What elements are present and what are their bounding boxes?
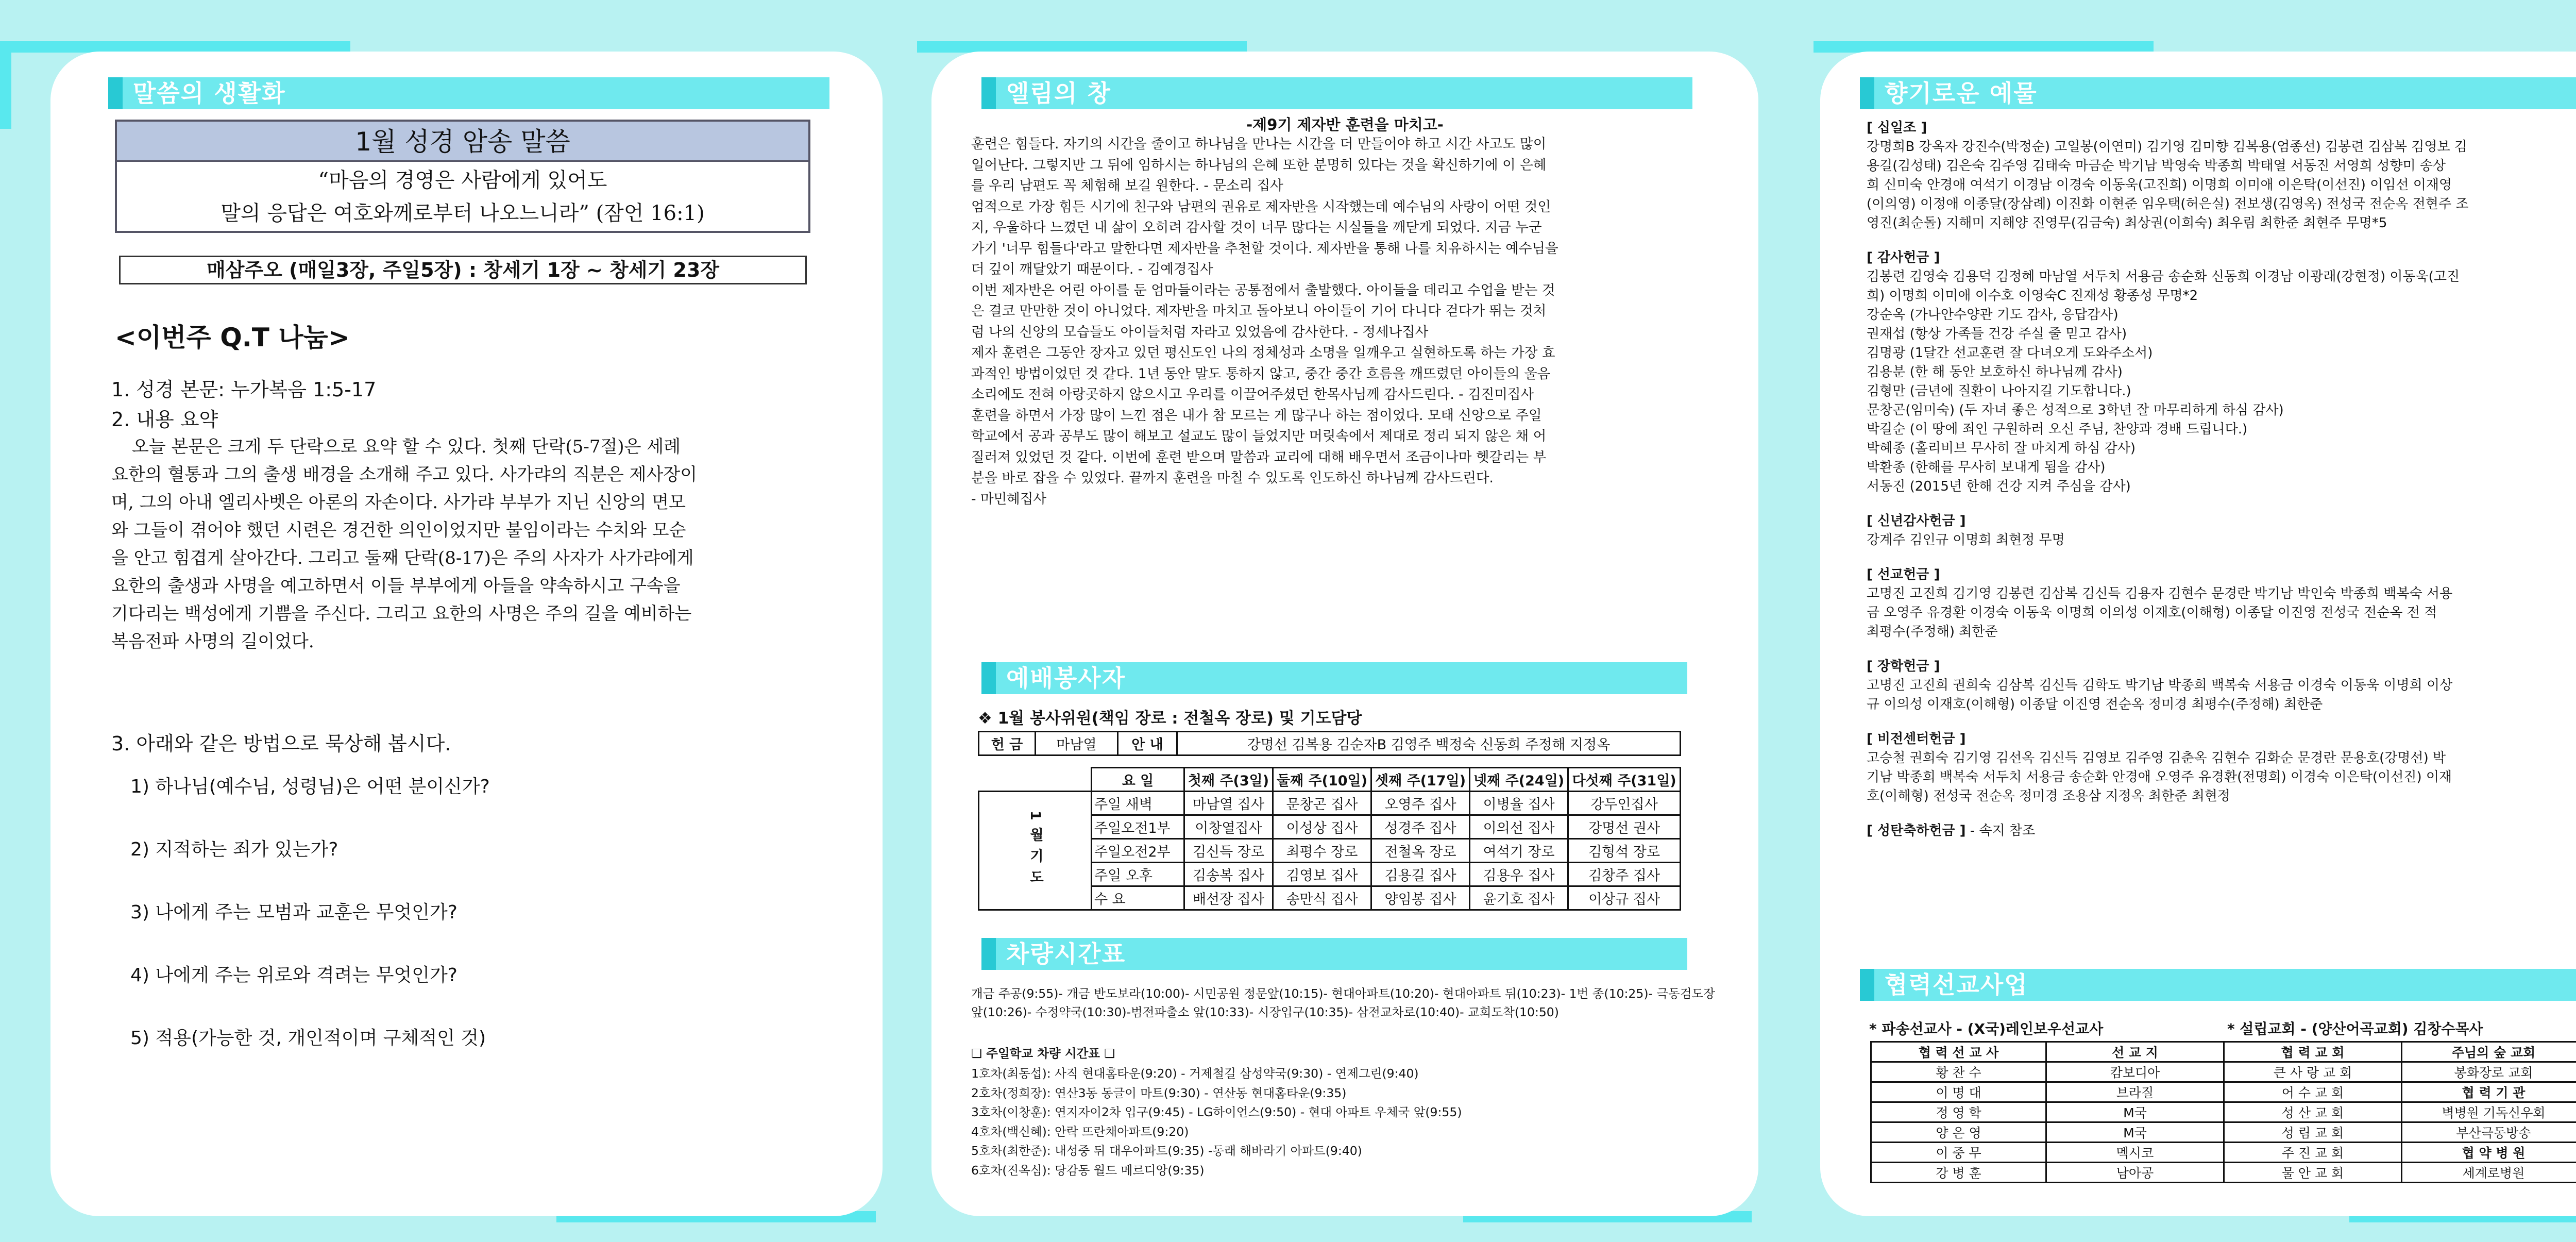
header-marker (1860, 77, 1874, 109)
cell: 이 명 대 (1871, 1082, 2046, 1102)
qt-title: <이번주 Q.T 나눔> (115, 323, 350, 353)
group-line: 고승철 권희숙 김기영 김선옥 김신득 김영보 김주영 김춘옥 김현수 김화순 문경란 문용호(강명선) 박 (1867, 750, 2446, 766)
cell: 협 약 병 원 (2402, 1143, 2576, 1163)
cell: 정 영 학 (1871, 1102, 2046, 1122)
cell: M국 (2046, 1122, 2224, 1143)
group-line: 서동진 (2015년 한해 건강 지켜 주심을 감사) (1867, 479, 2131, 494)
group-line: 김형만 (금년에 질환이 나아지길 기도합니다.) (1867, 383, 2131, 399)
essay-line: 학교에서 공과 공부도 많이 해보고 설교도 많이 들었지만 머릿속에서 제대로 정리 되지 않은 채 어 (971, 428, 1547, 444)
offering-groups (1867, 119, 2576, 841)
qt-item: 3. 아래와 같은 방법으로 묵상해 봅시다. (111, 732, 451, 755)
cell: 김창주 집사 (1568, 863, 1681, 886)
cell: 주일 오후 (1092, 863, 1184, 886)
essay-line: 과적인 방법이었던 것 같다. 1년 동안 말도 통하지 않고, 중간 중간 흐름을 깨뜨렸던 아이들의 울음 (971, 365, 1551, 382)
bus-line: 2호차(정희장): 연산3동 동글이 마트(9:30) - 연산동 현대홈타운(9:35) (971, 1085, 1347, 1100)
header-marker (1860, 969, 1874, 1001)
group-line: 김용분 (한 해 동안 보호하신 하나님께 감사) (1867, 364, 2123, 380)
cell: 세계로병원 (2402, 1163, 2576, 1183)
cell: 성경주 집사 (1371, 815, 1470, 839)
cell: 이 중 무 (1871, 1143, 2046, 1163)
cell: 셋째 주(17일) (1371, 768, 1470, 792)
cell: 협 력 교 회 (2224, 1042, 2402, 1062)
cell: 마남열 (1036, 732, 1118, 756)
group-line: 문창곤(임미숙) (두 자녀 좋은 성적으로 3학년 잘 마무리하게 하심 감사) (1867, 402, 2284, 418)
cell: 강 병 훈 (1871, 1163, 2046, 1183)
cell: 김신득 장로 (1184, 839, 1273, 863)
cell: 주일 새벽 (1092, 792, 1184, 815)
group-line: 희) 이명희 이미애 이수호 이영숙C 진재성 황종성 무명*2 (1867, 288, 2198, 304)
cell: 요 일 (1092, 768, 1184, 792)
cell: 김용우 집사 (1470, 863, 1568, 886)
cell: 첫째 주(3일) (1184, 768, 1273, 792)
cell: 윤기호 집사 (1470, 886, 1568, 910)
service-title: ❖ 1월 봉사위원(책임 장로 : 전철옥 장로) 및 기도담당 (978, 709, 1362, 728)
cell: 강명선 권사 (1568, 815, 1681, 839)
deco-bar (917, 41, 1247, 53)
question: 1) 하나님(예수님, 성령님)은 어떤 분이신가? (130, 776, 490, 797)
cell: 부산극동방송 (2402, 1122, 2576, 1143)
cell: 송만식 집사 (1273, 886, 1371, 910)
summary-line: 며, 그의 아내 엘리사벳은 아론의 자손이다. 사가랴 부부가 지닌 신앙의 면모 (111, 492, 686, 513)
cell: 다섯째 주(31일) (1568, 768, 1681, 792)
panel-word-life (50, 52, 883, 1216)
essay-line: 제자 훈련은 그동안 장자고 있던 평신도인 나의 정체성과 소명을 일깨우고 실현하도록 하는 가장 효 (971, 345, 1555, 361)
essay-line: 은 결코 만만한 것이 아니었다. 제자반을 마치고 돌아보니 아이들이 기어 다니다 걷다가 뛰는 것처 (971, 303, 1547, 319)
section-header (1860, 77, 2576, 109)
group-title: [ 선교헌금 ] (1867, 567, 1940, 582)
section-title: 말씀의 생활화 (133, 79, 286, 107)
summary-text (111, 433, 812, 656)
mission-note: * 설립교회 - (양산어곡교회) 김창수목사 (2227, 1020, 2483, 1037)
cell: 물 안 교 회 (2224, 1163, 2402, 1183)
cell: 이의선 집사 (1470, 815, 1568, 839)
essay-line: 를 우리 남편도 꼭 체험해 보길 원한다. - 문소리 집사 (971, 178, 1283, 194)
cell: 이상규 집사 (1568, 886, 1681, 910)
deco-bar (0, 41, 11, 129)
question: 4) 나에게 주는 위로와 격려는 무엇인가? (130, 965, 457, 986)
essay-line: 훈련을 하면서 가장 많이 느낀 점은 내가 참 모르는 게 많구나 하는 점이었다. 모태 신앙으로 주일 (971, 407, 1542, 424)
group-title: [ 비전센터헌금 ] (1867, 731, 1966, 747)
cell: 수 요 (1092, 886, 1184, 910)
group-line: 희 신미숙 안경애 여석기 이경남 이경숙 이동욱(고진희) 이명희 이미애 이은탁(이선진) 이임선 이재영 (1867, 177, 2452, 193)
essay-line: 분을 바로 잡을 수 있었다. 끝까지 훈련을 마칠 수 있도록 인도하신 하나님께 감사드린다. (971, 470, 1494, 486)
header-marker (108, 77, 123, 109)
group-line: (이의영) 이정애 이종달(장삼례) 이진화 이현준 임우택(허은실) 전보생(김영옥) 전성국 전순옥 전현주 조 (1867, 196, 2469, 212)
cell: 전철옥 장로 (1371, 839, 1470, 863)
cell: 이성상 집사 (1273, 815, 1371, 839)
cell: 배선장 집사 (1184, 886, 1273, 910)
group-line: 강명희B 강옥자 강진수(박정순) 고일봉(이연미) 김기영 김미향 김복용(엄종선) 김봉련 김삼복 김영보 김 (1867, 139, 2467, 155)
question: 2) 지적하는 죄가 있는가? (130, 839, 338, 860)
panel-offerings (1820, 52, 2576, 1216)
bus-line: 4호차(백신혜): 안락 뜨란채아파트(9:20) (971, 1124, 1189, 1139)
essay-line: 일어난다. 그렇지만 그 뒤에 임하시는 하나님의 은혜 또한 분명히 있다는 것을 확신하기에 이 은혜 (971, 157, 1547, 173)
cell: 협 력 기 관 (2402, 1082, 2576, 1102)
cell: 이창열집사 (1184, 815, 1273, 839)
essay-line: 엄적으로 가장 힘든 시기에 친구와 남편의 권유로 제자반을 시작했는데 예수님의 사랑이 어떤 것인 (971, 198, 1551, 215)
cell: 둘째 주(10일) (1273, 768, 1371, 792)
cell: 성 산 교 회 (2224, 1102, 2402, 1122)
cell: 김송복 집사 (1184, 863, 1273, 886)
essay-line: 소리에도 전혀 아랑곳하지 않으시고 우리를 이끌어주셨던 한목사님께 감사드린다. - 김진미집사 (971, 387, 1534, 402)
group-line: 김봉련 김영숙 김용덕 김정혜 마남열 서두치 서용금 송순화 신동희 이경남 이광래(강현정) 이동욱(고진 (1867, 269, 2460, 284)
group-line: 김명광 (1달간 선교훈련 잘 다녀오게 도와주소서) (1867, 345, 2153, 361)
verse-title: 1월 성경 암송 말씀 (117, 122, 808, 162)
cell: 최평수 장로 (1273, 839, 1371, 863)
group-line: 강순옥 (가나안수양관 기도 감사, 응답감사) (1867, 307, 2119, 323)
summary-line: 요한의 혈통과 그의 출생 배경을 소개해 주고 있다. 사가랴의 직분은 제사장이 (111, 464, 698, 485)
essay-line: 럼 나의 신앙의 모습들도 아이들처럼 자라고 있었음에 감사한다. - 정세나집사 (971, 324, 1429, 340)
verse-line: 말의 응답은 여호와께로부터 나오느니라” (잠언 16:1) (221, 202, 705, 225)
cell: 주님의 숲 교회 (2402, 1042, 2576, 1062)
section-title: 향기로운 예물 (1885, 79, 2038, 107)
group-line: 고명진 고진희 권희숙 김삼복 김신득 김학도 박기남 박종희 백복숙 서용금 이경숙 이동욱 이명희 이상 (1867, 678, 2453, 693)
cell: 벽병원 기독신우회 (2402, 1102, 2576, 1122)
essay-line: - 마민혜집사 (971, 491, 1046, 507)
section-header (108, 77, 829, 109)
section-title: 예배봉사자 (1006, 664, 1126, 692)
cell: 여석기 장로 (1470, 839, 1568, 863)
cell: 이병율 집사 (1470, 792, 1568, 815)
bus-subtitle: ❏ 주일학교 차량 시간표 ❏ (971, 1046, 1115, 1061)
bus-line: 1호차(최동섭): 사직 현대홈타운(9:20) - 거제철길 삼성약국(9:30) - 연제그린(9:40) (971, 1066, 1419, 1081)
cell: 성 림 교 회 (2224, 1122, 2402, 1143)
cell: 안 내 (1118, 732, 1177, 756)
cell: 큰 사 랑 교 회 (2224, 1062, 2402, 1082)
group-line: 용길(김성태) 김은숙 김주영 김태숙 마금순 박기남 박영숙 박종희 박태열 서동진 서영희 성향미 송상 (1867, 158, 2446, 174)
cell: 주일오전2부 (1092, 839, 1184, 863)
section-title: 차량시간표 (1006, 940, 1126, 968)
bus-line: 6호차(진옥심): 당감동 월드 메르디앙(9:35) (971, 1163, 1205, 1178)
group-title: [ 장학헌금 ] (1867, 659, 1940, 674)
group-line: 박혜종 (홀리비브 무사히 잘 마치게 하심 감사) (1867, 441, 2136, 456)
group-line: 규 이의성 이재호(이해형) 이종달 이진영 전순옥 정미경 최평수(주정해) 최한준 (1867, 697, 2323, 712)
reading-plan: 매삼주오 (매일3장, 주일5장) : 창세기 1장 ~ 창세기 23장 (119, 256, 807, 284)
group-line: 영진(최순돌) 지해미 지해양 진영무(김금숙) 최상권(이희숙) 최우림 최한준 최현주 무명*5 (1867, 215, 2387, 231)
summary-line: 복음전파 사명의 길이었다. (111, 631, 314, 652)
question: 3) 나에게 주는 모범과 교훈은 무엇인가? (130, 902, 457, 923)
deco-bar (1814, 41, 2154, 53)
cell: M국 (2046, 1102, 2224, 1122)
bus-line: 3호차(이창훈): 연지자이2차 입구(9:45) - LG하이언스(9:50) - 현대 아파트 우체국 앞(9:55) (971, 1105, 1462, 1119)
header-marker (981, 662, 996, 694)
essay-line: 질러져 있었던 것 같다. 이번에 훈련 받으며 말씀과 교리에 대해 배우면서 조금이나마 헷갈리는 부 (971, 449, 1547, 465)
cell: 헌 금 (979, 732, 1036, 756)
cell: 김용길 집사 (1371, 863, 1470, 886)
cell: 선 교 지 (2046, 1042, 2224, 1062)
essay-line: 더 깊이 깨달았기 때문이다. - 김예경집사 (971, 261, 1213, 277)
summary-line: 을 안고 힘겹게 살아간다. 그리고 둘째 단락(8-17)은 주의 사자가 사가랴에게 (111, 548, 694, 568)
cell: 양임봉 집사 (1371, 886, 1470, 910)
cell: 캄보디아 (2046, 1062, 2224, 1082)
mission-table (1870, 1041, 2576, 1183)
group-title: [ 성탄축하헌금 ] (1867, 823, 1966, 838)
essay-title: -제9기 제자반 훈련을 마치고- (1246, 116, 1444, 133)
panel-elim (931, 52, 1758, 1216)
cell: 봉화장로 교회 (2402, 1062, 2576, 1082)
mission-note: * 파송선교사 - (X국)레인보우선교사 (1869, 1020, 2104, 1037)
cell: 마남열 집사 (1184, 792, 1273, 815)
cell: 양 은 영 (1871, 1122, 2046, 1143)
section-header (981, 938, 1687, 970)
group-line: 기남 박종희 백복숙 서두치 서용금 송순화 안경애 오영주 유경환(전명희) 이경숙 이은탁(이선진) 이재 (1867, 769, 2452, 785)
group-line: 박환종 (한해를 무사히 보내게 됨을 감사) (1867, 460, 2106, 475)
essay-line: 훈련은 힘들다. 자기의 시간을 줄이고 하나님을 만나는 시간을 더 만들어야 하고 시간 사고도 많이 (971, 136, 1547, 152)
cell: 주일오전1부 (1092, 815, 1184, 839)
group-line: 금 오영주 유경환 이경숙 이동욱 이명희 이의성 이재호(이해형) 이종달 이진영 전성국 전순옥 전 적 (1867, 605, 2437, 620)
essay-line: 가기 '너무 힘들다'라고 말한다면 제자반을 추천할 것이다. 제자반을 통해 나를 치유하시는 예수님을 (971, 240, 1558, 257)
essay-line: 지, 우울하다 느꼈던 내 삶이 오히려 감사할 것이 너무 많다는 시실들을 깨닫게 되었다. 지금 누군 (971, 220, 1542, 236)
cell: 김형석 장로 (1568, 839, 1681, 863)
cell: 넷째 주(24일) (1470, 768, 1568, 792)
cell: 문창곤 집사 (1273, 792, 1371, 815)
group-line: 강계주 김인규 이명희 최현정 무명 (1867, 532, 2065, 548)
section-header (981, 77, 1692, 109)
deco-bar (0, 41, 350, 53)
group-note: - 속지 참조 (1970, 823, 2036, 838)
group-line: 권재섭 (항상 가족들 건강 주실 줄 믿고 감사) (1867, 326, 2127, 342)
question: 5) 적용(가능한 것, 개인적이며 구체적인 것) (130, 1028, 486, 1049)
cell: 황 찬 수 (1871, 1062, 2046, 1082)
cell: 김영보 집사 (1273, 863, 1371, 886)
qt-item: 1. 성경 본문: 누가복음 1:5-17 (111, 378, 377, 401)
summary-line: 요한의 출생과 사명을 예고하면서 이들 부부에게 아들을 약속하시고 구속을 (111, 576, 681, 596)
bus-line: 5호차(최한준): 내성중 뒤 대우아파트(9:35) -동래 해바라기 아파트(9:40) (971, 1144, 1362, 1158)
cell: 멕시코 (2046, 1143, 2224, 1163)
cell: 협 력 선 교 사 (1871, 1042, 2046, 1062)
bus-list (971, 1064, 1728, 1180)
essay-line: 이번 제자반은 어린 아이를 둔 엄마들이라는 공통점에서 출발했다. 아이들을 데리고 수업을 받는 것 (971, 282, 1555, 298)
section-header (981, 662, 1687, 694)
summary-line: 기다리는 백성에게 기쁨을 주신다. 그리고 요한의 사명은 주의 길을 예비하는 (111, 603, 692, 624)
section-title: 엘림의 창 (1006, 79, 1111, 107)
summary-line: 오늘 본문은 크게 두 단락으로 요약 할 수 있다. 첫째 단락(5-7절)은 세례 (132, 437, 681, 457)
group-line: 호(이해형) 전성국 전순옥 정미경 조용삼 지정옥 최한준 최현정 (1867, 788, 2231, 804)
section-header (1860, 969, 2576, 1001)
essay-text (971, 134, 1728, 510)
offering-table (978, 731, 1681, 756)
group-line: 고명진 고진희 김기영 김봉련 김삼복 김신득 김용자 김현수 문경란 박기남 박인숙 박종희 백복숙 서용 (1867, 586, 2453, 601)
section-title: 협력선교사업 (1885, 971, 2028, 999)
group-title: [ 십일조 ] (1867, 120, 1927, 136)
bus-route: 개금 주공(9:55)- 개금 반도보라(10:00)- 시민공원 정문앞(10:15)- 현대아파트(10:20)- 현대아파트 뒤(10:23)- 1번 종(10:25)- 극동검도장 앞(10:26)- 수정약국(10:30)-범전파출소 앞(10:33)- 시장입구(10:35)- 삼전교차로(10:40)- 교회도착(10:50) (971, 986, 1715, 1019)
cell: 오영주 집사 (1371, 792, 1470, 815)
summary-line: 와 그들이 겪어야 했던 시련은 경건한 의인이었지만 불임이라는 수치와 모순 (111, 520, 686, 541)
verse-box (115, 120, 810, 233)
schedule-table (978, 767, 1681, 911)
cell (979, 768, 1092, 792)
cell: 주 진 교 회 (2224, 1143, 2402, 1163)
group-line: 최평수(주정해) 최한준 (1867, 624, 1998, 640)
cell: 강두인집사 (1568, 792, 1681, 815)
cell: 브라질 (2046, 1082, 2224, 1102)
header-marker (981, 77, 996, 109)
cell: 남아공 (2046, 1163, 2224, 1183)
cell: 강명선 김복용 김순자B 김영주 백정숙 신동희 주정해 지정옥 (1177, 732, 1681, 756)
verse-line: “마음의 경영은 사람에게 있어도 (318, 169, 607, 192)
group-title: [ 감사헌금 ] (1867, 250, 1940, 265)
group-title: [ 신년감사헌금 ] (1867, 513, 1966, 529)
month-label: 1월기도 (979, 792, 1092, 910)
qt-item: 2. 내용 요약 (111, 408, 218, 431)
cell: 어 수 교 회 (2224, 1082, 2402, 1102)
header-marker (981, 938, 996, 970)
group-line: 박길순 (이 땅에 죄인 구원하러 오신 주님, 찬양과 경배 드립니다.) (1867, 422, 2248, 437)
